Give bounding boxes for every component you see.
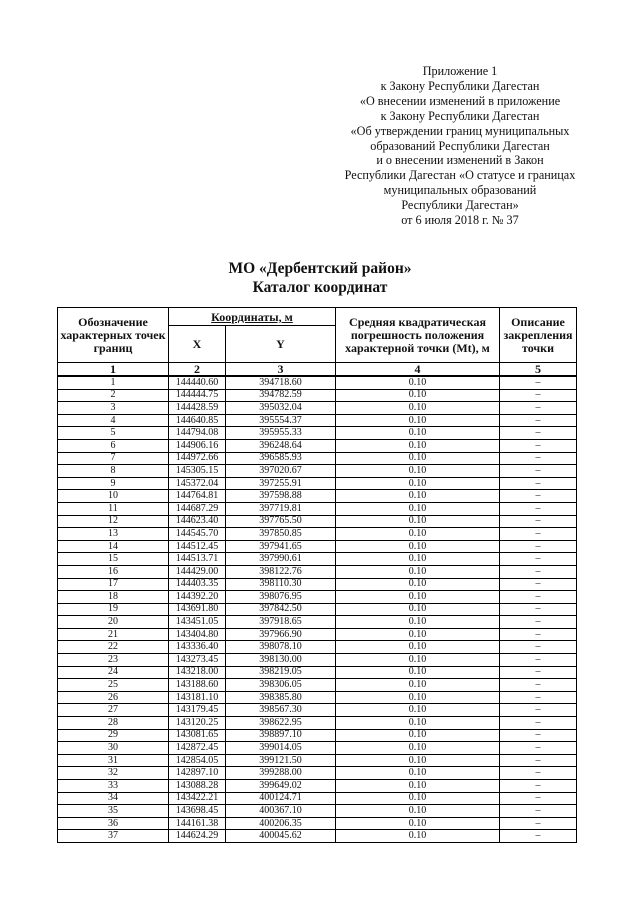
appendix-line: муниципальных образований [383, 183, 537, 198]
error-cell: 0.10 [336, 528, 500, 541]
table-row [58, 540, 577, 553]
appendix-line: образований Республики Дагестан [370, 138, 550, 153]
table-row [58, 729, 577, 742]
y-cell: 398306.05 [226, 679, 336, 692]
y-cell: 394718.60 [226, 376, 336, 389]
point-number-cell: 30 [58, 742, 169, 755]
y-cell: 397255.91 [226, 477, 336, 490]
error-cell: 0.10 [336, 515, 500, 528]
error-cell: 0.10 [336, 502, 500, 515]
x-cell: 143451.05 [169, 616, 226, 629]
x-cell: 145305.15 [169, 465, 226, 478]
point-number-cell: 19 [58, 603, 169, 616]
point-number-cell: 18 [58, 591, 169, 604]
y-cell: 398122.76 [226, 565, 336, 578]
description-cell: – [500, 528, 577, 541]
error-cell: 0.10 [336, 427, 500, 440]
description-cell: – [500, 565, 577, 578]
error-cell: 0.10 [336, 452, 500, 465]
x-cell: 145372.04 [169, 477, 226, 490]
x-cell: 143120.25 [169, 717, 226, 730]
point-number-cell: 34 [58, 792, 169, 805]
x-cell: 144392.20 [169, 591, 226, 604]
description-cell: – [500, 679, 577, 692]
x-cell: 143179.45 [169, 704, 226, 717]
table-row [58, 754, 577, 767]
x-cell: 144444.75 [169, 389, 226, 402]
column-number: 4 [336, 363, 500, 377]
y-cell: 398385.80 [226, 691, 336, 704]
point-number-cell: 12 [58, 515, 169, 528]
error-cell: 0.10 [336, 540, 500, 553]
table-row [58, 402, 577, 415]
y-cell: 400045.62 [226, 830, 336, 843]
point-number-cell: 8 [58, 465, 169, 478]
point-number-cell: 28 [58, 717, 169, 730]
appendix-line: к Закону Республики Дагестан [380, 108, 540, 123]
description-cell: – [500, 515, 577, 528]
point-number-cell: 4 [58, 414, 169, 427]
error-cell: 0.10 [336, 465, 500, 478]
x-cell: 144640.85 [169, 414, 226, 427]
description-cell: – [500, 389, 577, 402]
point-number-cell: 27 [58, 704, 169, 717]
column-number: 1 [58, 363, 169, 377]
error-cell: 0.10 [336, 553, 500, 566]
table-row [58, 830, 577, 843]
description-cell: – [500, 628, 577, 641]
error-cell: 0.10 [336, 817, 500, 830]
y-cell: 400367.10 [226, 805, 336, 818]
table-row [58, 427, 577, 440]
error-cell: 0.10 [336, 628, 500, 641]
x-cell: 144623.40 [169, 515, 226, 528]
error-cell: 0.10 [336, 691, 500, 704]
x-cell: 144764.81 [169, 490, 226, 503]
table-row [58, 528, 577, 541]
point-number-cell: 5 [58, 427, 169, 440]
y-cell: 398076.95 [226, 591, 336, 604]
point-number-cell: 10 [58, 490, 169, 503]
point-number-cell: 20 [58, 616, 169, 629]
x-cell: 143081.65 [169, 729, 226, 742]
error-cell: 0.10 [336, 591, 500, 604]
table-row [58, 477, 577, 490]
table-row [58, 628, 577, 641]
point-number-cell: 36 [58, 817, 169, 830]
error-cell: 0.10 [336, 376, 500, 389]
y-cell: 398130.00 [226, 654, 336, 667]
description-cell: – [500, 376, 577, 389]
column-number: 3 [226, 363, 336, 377]
y-cell: 400206.35 [226, 817, 336, 830]
point-number-cell: 14 [58, 540, 169, 553]
x-cell: 144512.45 [169, 540, 226, 553]
appendix-line: Приложение 1 [422, 64, 498, 78]
y-cell: 397719.81 [226, 502, 336, 515]
table-row [58, 565, 577, 578]
table-row [58, 439, 577, 452]
x-cell: 143218.00 [169, 666, 226, 679]
table-row [58, 817, 577, 830]
x-cell: 142854.05 [169, 754, 226, 767]
description-cell: – [500, 691, 577, 704]
table-row [58, 792, 577, 805]
error-cell: 0.10 [336, 729, 500, 742]
table-row [58, 666, 577, 679]
error-cell: 0.10 [336, 767, 500, 780]
appendix-line: от 6 июля 2018 г. № 37 [401, 213, 519, 228]
column-number: 2 [169, 363, 226, 377]
description-cell: – [500, 414, 577, 427]
table-row [58, 465, 577, 478]
error-cell: 0.10 [336, 742, 500, 755]
point-number-cell: 2 [58, 389, 169, 402]
appendix-line: Республики Дагестан» [401, 198, 519, 213]
error-cell: 0.10 [336, 477, 500, 490]
page-title: МО «Дербентский район» [228, 260, 412, 277]
x-cell: 143691.80 [169, 603, 226, 616]
table-row [58, 616, 577, 629]
description-cell: – [500, 780, 577, 793]
description-cell: – [500, 654, 577, 667]
error-cell: 0.10 [336, 490, 500, 503]
x-cell: 144906.16 [169, 439, 226, 452]
table-row [58, 717, 577, 730]
error-cell: 0.10 [336, 805, 500, 818]
y-cell: 398622.95 [226, 717, 336, 730]
y-cell: 397598.88 [226, 490, 336, 503]
table-row [58, 515, 577, 528]
table-row [58, 767, 577, 780]
y-cell: 399649.02 [226, 780, 336, 793]
error-cell: 0.10 [336, 616, 500, 629]
table-row [58, 704, 577, 717]
table-row [58, 389, 577, 402]
y-cell: 400124.71 [226, 792, 336, 805]
appendix-line: и о внесении изменений в Закон [376, 153, 544, 168]
point-number-cell: 21 [58, 628, 169, 641]
x-cell: 143336.40 [169, 641, 226, 654]
y-cell: 396248.64 [226, 439, 336, 452]
error-cell: 0.10 [336, 830, 500, 843]
header-coords: Координаты, м [169, 308, 336, 326]
appendix-line: к Закону Республики Дагестан [380, 78, 540, 93]
appendix-line: «О внесении изменений в приложение [359, 93, 561, 108]
table-row [58, 641, 577, 654]
point-number-cell: 9 [58, 477, 169, 490]
point-number-cell: 29 [58, 729, 169, 742]
description-cell: – [500, 704, 577, 717]
y-cell: 397850.85 [226, 528, 336, 541]
coordinates-table [57, 307, 577, 843]
table-row [58, 805, 577, 818]
error-cell: 0.10 [336, 704, 500, 717]
appendix-heading [320, 64, 600, 228]
error-cell: 0.10 [336, 402, 500, 415]
point-number-cell: 31 [58, 754, 169, 767]
point-number-cell: 23 [58, 654, 169, 667]
y-cell: 398110.30 [226, 578, 336, 591]
x-cell: 144794.08 [169, 427, 226, 440]
x-cell: 144513.71 [169, 553, 226, 566]
header-description: Описание закрепления точки [500, 308, 577, 363]
description-cell: – [500, 754, 577, 767]
description-cell: – [500, 465, 577, 478]
appendix-line: «Об утверждении границ муниципальных [350, 123, 570, 138]
x-cell: 144624.29 [169, 830, 226, 843]
point-number-cell: 32 [58, 767, 169, 780]
point-number-cell: 37 [58, 830, 169, 843]
table-row [58, 414, 577, 427]
table-row [58, 742, 577, 755]
x-cell: 143273.45 [169, 654, 226, 667]
description-cell: – [500, 402, 577, 415]
point-number-cell: 15 [58, 553, 169, 566]
appendix-line: Республики Дагестан «О статусе и границах [344, 168, 576, 183]
description-cell: – [500, 591, 577, 604]
description-cell: – [500, 792, 577, 805]
y-cell: 397918.65 [226, 616, 336, 629]
description-cell: – [500, 666, 577, 679]
point-number-cell: 11 [58, 502, 169, 515]
x-cell: 143698.45 [169, 805, 226, 818]
x-cell: 144428.59 [169, 402, 226, 415]
point-number-cell: 16 [58, 565, 169, 578]
error-cell: 0.10 [336, 565, 500, 578]
point-number-cell: 6 [58, 439, 169, 452]
error-cell: 0.10 [336, 754, 500, 767]
y-cell: 397990.61 [226, 553, 336, 566]
table-row [58, 490, 577, 503]
point-number-cell: 33 [58, 780, 169, 793]
table-row [58, 691, 577, 704]
table-row [58, 578, 577, 591]
point-number-cell: 3 [58, 402, 169, 415]
point-number-cell: 13 [58, 528, 169, 541]
description-cell: – [500, 817, 577, 830]
table-row [58, 452, 577, 465]
table-row [58, 553, 577, 566]
y-cell: 398897.10 [226, 729, 336, 742]
column-number: 5 [500, 363, 577, 377]
point-number-cell: 1 [58, 376, 169, 389]
document-titles [0, 259, 640, 297]
point-number-cell: 25 [58, 679, 169, 692]
description-cell: – [500, 603, 577, 616]
x-cell: 142872.45 [169, 742, 226, 755]
x-cell: 144972.66 [169, 452, 226, 465]
point-number-cell: 7 [58, 452, 169, 465]
point-number-cell: 35 [58, 805, 169, 818]
description-cell: – [500, 439, 577, 452]
description-cell: – [500, 502, 577, 515]
description-cell: – [500, 490, 577, 503]
point-number-cell: 26 [58, 691, 169, 704]
table-row [58, 603, 577, 616]
point-number-cell: 17 [58, 578, 169, 591]
error-cell: 0.10 [336, 792, 500, 805]
x-cell: 144161.38 [169, 817, 226, 830]
x-cell: 143088.28 [169, 780, 226, 793]
point-number-cell: 24 [58, 666, 169, 679]
y-cell: 397020.67 [226, 465, 336, 478]
error-cell: 0.10 [336, 603, 500, 616]
y-cell: 399014.05 [226, 742, 336, 755]
x-cell: 144545.70 [169, 528, 226, 541]
y-cell: 397941.65 [226, 540, 336, 553]
description-cell: – [500, 717, 577, 730]
error-cell: 0.10 [336, 389, 500, 402]
x-cell: 144403.35 [169, 578, 226, 591]
error-cell: 0.10 [336, 717, 500, 730]
x-cell: 144440.60 [169, 376, 226, 389]
x-cell: 144429.00 [169, 565, 226, 578]
description-cell: – [500, 742, 577, 755]
y-cell: 396585.93 [226, 452, 336, 465]
y-cell: 395032.04 [226, 402, 336, 415]
table-row [58, 502, 577, 515]
description-cell: – [500, 767, 577, 780]
x-cell: 143188.60 [169, 679, 226, 692]
x-cell: 143422.21 [169, 792, 226, 805]
description-cell: – [500, 427, 577, 440]
description-cell: – [500, 616, 577, 629]
table-row [58, 780, 577, 793]
error-cell: 0.10 [336, 654, 500, 667]
description-cell: – [500, 578, 577, 591]
page-subtitle: Каталог координат [252, 279, 388, 296]
header-y: Y [226, 326, 336, 363]
error-cell: 0.10 [336, 641, 500, 654]
x-cell: 143404.80 [169, 628, 226, 641]
y-cell: 398567.30 [226, 704, 336, 717]
table-row [58, 654, 577, 667]
x-cell: 143181.10 [169, 691, 226, 704]
description-cell: – [500, 553, 577, 566]
description-cell: – [500, 830, 577, 843]
error-cell: 0.10 [336, 578, 500, 591]
y-cell: 399288.00 [226, 767, 336, 780]
description-cell: – [500, 729, 577, 742]
description-cell: – [500, 452, 577, 465]
table-row [58, 376, 577, 389]
error-cell: 0.10 [336, 439, 500, 452]
description-cell: – [500, 540, 577, 553]
y-cell: 399121.50 [226, 754, 336, 767]
error-cell: 0.10 [336, 780, 500, 793]
y-cell: 397765.50 [226, 515, 336, 528]
error-cell: 0.10 [336, 414, 500, 427]
description-cell: – [500, 477, 577, 490]
y-cell: 397842.50 [226, 603, 336, 616]
description-cell: – [500, 805, 577, 818]
y-cell: 395554.37 [226, 414, 336, 427]
table-row [58, 591, 577, 604]
x-cell: 144687.29 [169, 502, 226, 515]
point-number-cell: 22 [58, 641, 169, 654]
y-cell: 398219.05 [226, 666, 336, 679]
y-cell: 394782.59 [226, 389, 336, 402]
x-cell: 142897.10 [169, 767, 226, 780]
header-point: Обозначение характерных точек границ [58, 308, 169, 363]
header-error: Средняя квадратическая погрешность положения характерной точки (Мt), м [336, 308, 500, 363]
description-cell: – [500, 641, 577, 654]
y-cell: 397966.90 [226, 628, 336, 641]
error-cell: 0.10 [336, 679, 500, 692]
table-row [58, 679, 577, 692]
header-x: X [169, 326, 226, 363]
error-cell: 0.10 [336, 666, 500, 679]
y-cell: 395955.33 [226, 427, 336, 440]
y-cell: 398078.10 [226, 641, 336, 654]
